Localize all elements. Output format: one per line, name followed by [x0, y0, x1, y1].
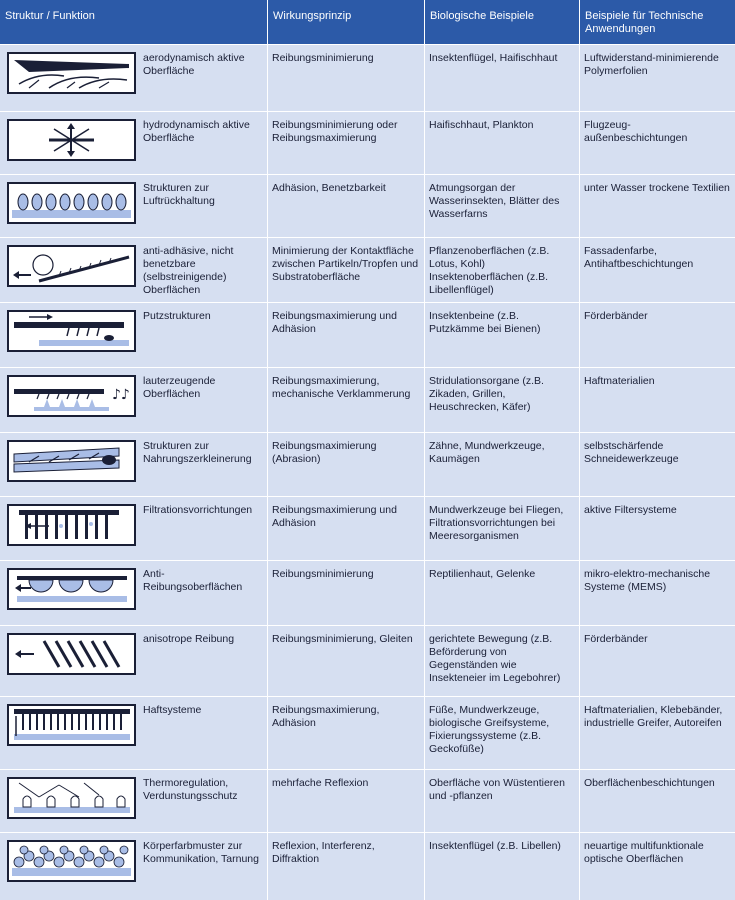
- table-row: [0, 560, 735, 625]
- cleaning-structure-icon: [7, 310, 136, 352]
- table-row: [0, 44, 735, 111]
- row-bio: Insektenflügel, Haifischhaut: [429, 52, 558, 64]
- header-struktur: Struktur / Funktion: [5, 10, 95, 22]
- row-structure: anti-adhäsive, nicht benetzbare (selbstreinigende) Oberflächen: [143, 245, 234, 296]
- sound-producing-surface-icon: [7, 375, 136, 417]
- table-row: [0, 769, 735, 832]
- aerodynamic-surface-icon: [7, 52, 136, 94]
- adhesion-system-icon: [7, 704, 136, 746]
- row-principle: Reibungsmaximierung, Adhäsion: [272, 704, 380, 729]
- svg-text:♪♪: ♪♪: [112, 387, 130, 403]
- color-pattern-icon: [7, 840, 136, 882]
- row-bio: Atmungsorgan der Wasserinsekten, Blätter des Wasserfarns: [429, 182, 560, 220]
- row-tech: Förderbänder: [584, 633, 648, 645]
- row-principle: Reibungsminimierung: [272, 52, 374, 64]
- row-tech: unter Wasser trockene Textilien: [584, 182, 730, 194]
- row-bio: Insektenbeine (z.B. Putzkämme bei Bienen): [429, 310, 541, 335]
- table-row: [0, 832, 735, 900]
- row-bio: Haifischhaut, Plankton: [429, 119, 534, 131]
- row-bio: Insektenflügel (z.B. Libellen): [429, 840, 561, 852]
- table-row: [0, 696, 735, 769]
- row-principle: Adhäsion, Benetzbarkeit: [272, 182, 386, 194]
- row-tech: Luftwiderstand-minimierende Polymerfolien: [584, 52, 719, 77]
- row-bio: Füße, Mundwerkzeuge, biologische Greifsysteme, Fixierungssysteme (z.B. Geckofüße): [429, 704, 550, 755]
- row-principle: Reibungsmaximierung (Abrasion): [272, 440, 377, 465]
- row-tech: Flugzeug-außenbeschichtungen: [584, 119, 688, 144]
- table-row: [0, 237, 735, 302]
- row-divider: [0, 696, 735, 697]
- column-divider: [579, 0, 580, 900]
- header-wirkung: Wirkungsprinzip: [273, 10, 352, 22]
- self-cleaning-surface-icon: [7, 245, 136, 287]
- row-structure: aerodynamisch aktive Oberfläche: [143, 52, 245, 77]
- row-bio: Oberfläche von Wüstentieren und -pflanzen: [429, 777, 565, 802]
- row-principle: Reibungsminimierung: [272, 568, 374, 580]
- row-principle: Reibungsmaximierung, mechanische Verklammerung: [272, 375, 411, 400]
- anti-friction-surface-icon: [7, 568, 136, 610]
- row-structure: anisotrope Reibung: [143, 633, 235, 645]
- table-row: [0, 302, 735, 367]
- table-row: [0, 625, 735, 696]
- row-principle: Reibungsminimierung, Gleiten: [272, 633, 413, 645]
- row-structure: Strukturen zur Nahrungszerkleinerung: [143, 440, 252, 465]
- air-retention-icon: [7, 182, 136, 224]
- hydrodynamic-surface-icon: [7, 119, 136, 161]
- row-divider: [0, 44, 735, 45]
- row-tech: selbstschärfende Schneidewerkzeuge: [584, 440, 679, 465]
- filtration-icon: [7, 504, 136, 546]
- row-tech: neuartige multifunktionale optische Oberflächen: [584, 840, 704, 865]
- row-divider: [0, 560, 735, 561]
- row-structure: Haftsysteme: [143, 704, 202, 716]
- row-principle: Reibungsmaximierung und Adhäsion: [272, 504, 397, 529]
- row-divider: [0, 769, 735, 770]
- row-bio: Pflanzenoberflächen (z.B. Lotus, Kohl) Insektenoberflächen (z.B. Libellenflügel): [429, 245, 550, 296]
- header-tech: Beispiele für Technische Anwendungen: [585, 10, 704, 35]
- row-bio: Stridulationsorgane (z.B. Zikaden, Grillen, Heuschrecken, Käfer): [429, 375, 544, 413]
- row-principle: Reflexion, Interferenz, Diffraktion: [272, 840, 375, 865]
- row-divider: [0, 832, 735, 833]
- table-row: [0, 367, 735, 432]
- row-bio: Reptilienhaut, Gelenke: [429, 568, 536, 580]
- row-structure: Anti-Reibungsoberflächen: [143, 568, 243, 593]
- row-divider: [0, 625, 735, 626]
- column-divider: [267, 0, 268, 900]
- table-row: [0, 111, 735, 174]
- row-bio: Mundwerkzeuge bei Fliegen, Filtrationsvorrichtungen bei Meeresorganismen: [429, 504, 564, 542]
- row-bio: Zähne, Mundwerkzeuge, Kaumägen: [429, 440, 545, 465]
- anisotropic-friction-icon: [7, 633, 136, 675]
- column-divider: [424, 0, 425, 900]
- row-tech: Fassadenfarbe, Antihaftbeschichtungen: [584, 245, 694, 270]
- row-tech: aktive Filtersysteme: [584, 504, 677, 516]
- row-divider: [0, 496, 735, 497]
- row-structure: Putzstrukturen: [143, 310, 211, 322]
- row-tech: Haftmaterialien: [584, 375, 655, 387]
- row-structure: Strukturen zur Luftrückhaltung: [143, 182, 215, 207]
- row-tech: mikro-elektro-mechanische Systeme (MEMS): [584, 568, 711, 593]
- row-divider: [0, 432, 735, 433]
- row-structure: Thermoregulation, Verdunstungsschutz: [143, 777, 238, 802]
- row-divider: [0, 237, 735, 238]
- row-divider: [0, 174, 735, 175]
- row-bio: gerichtete Bewegung (z.B. Beförderung von Gegenständen wie Insekteneier im Legebohrer): [429, 633, 561, 684]
- table-row: [0, 496, 735, 560]
- row-divider: [0, 302, 735, 303]
- table-row: [0, 174, 735, 237]
- row-divider: [0, 367, 735, 368]
- row-structure: Körperfarbmuster zur Kommunikation, Tarnung: [143, 840, 259, 865]
- row-tech: Förderbänder: [584, 310, 648, 322]
- header-bio: Biologische Beispiele: [430, 10, 534, 22]
- row-structure: Filtrationsvorrichtungen: [143, 504, 253, 516]
- row-principle: Reibungsminimierung oder Reibungsmaximierung: [272, 119, 398, 144]
- row-structure: lauterzeugende Oberflächen: [143, 375, 216, 400]
- table-row: [0, 432, 735, 496]
- food-grinding-icon: [7, 440, 136, 482]
- row-structure: hydrodynamisch aktive Oberfläche: [143, 119, 250, 144]
- row-principle: Reibungsmaximierung und Adhäsion: [272, 310, 397, 335]
- row-principle: mehrfache Reflexion: [272, 777, 369, 789]
- thermoregulation-icon: [7, 777, 136, 819]
- row-tech: Haftmaterialien, Klebebänder, industrielle Greifer, Autoreifen: [584, 704, 723, 729]
- row-divider: [0, 111, 735, 112]
- row-tech: Oberflächenbeschichtungen: [584, 777, 715, 789]
- row-principle: Minimierung der Kontaktfläche zwischen Partikeln/Tropfen und Substratoberfläche: [272, 245, 419, 283]
